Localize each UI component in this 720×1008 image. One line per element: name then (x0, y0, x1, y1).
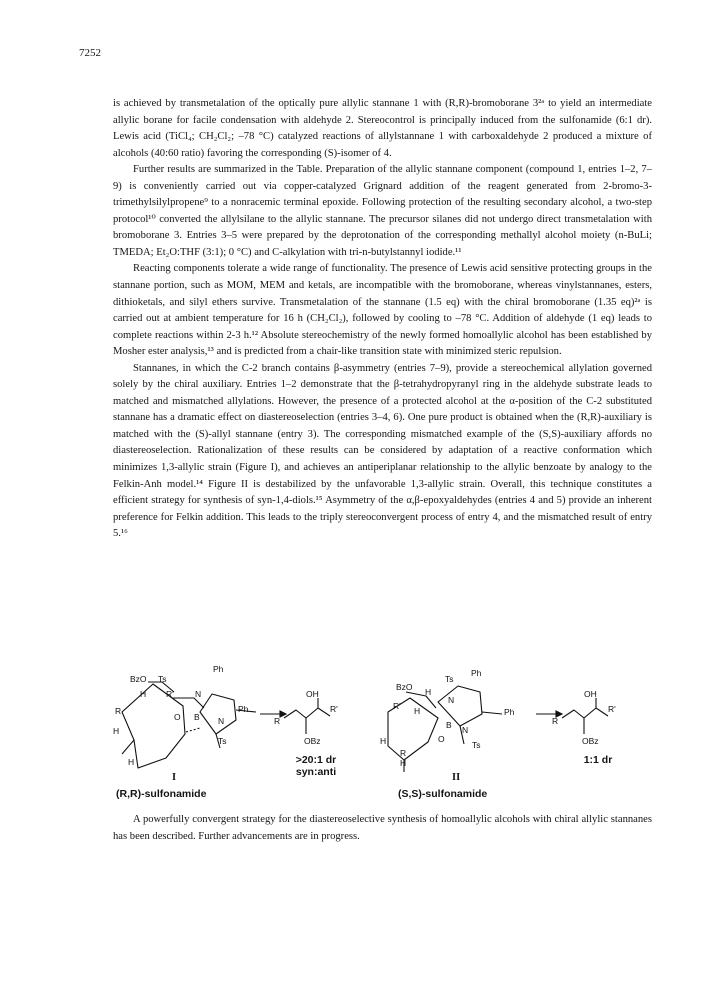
product-right-chain (562, 698, 608, 734)
label-rprime-left: R' (166, 689, 174, 699)
label-n-right-top: N (448, 695, 455, 705)
label-ts-right-bottom: Ts (472, 740, 481, 750)
caption-ss-sulfonamide: (S,S)-sulfonamide (398, 788, 488, 800)
ts-right-boron-ring (438, 686, 482, 726)
page-number: 7252 (79, 47, 101, 59)
caption-rr-sulfonamide: (R,R)-sulfonamide (116, 788, 207, 800)
label-o-right: O (438, 734, 445, 744)
label-oh-right: OH (584, 689, 597, 699)
label-h-right-lower: H (380, 736, 387, 746)
ts-left-bo-dash (186, 728, 200, 732)
label-rprime-right: R' (393, 701, 401, 711)
paragraph-2: Further results are summarized in the Table. Preparation of the allylic stannane component (compound 1, entries 1–2, 7–9) is conveniently carried out via copper-catalyzed Grignard addition of the reagent generated from 2-bromo-3-trimethylsilylpropene⁹ to a nonracemic terminal epoxide. Following protection of the resulting secondary alcohol, a two-step protocol¹⁰ converted the allylsilane to the allylic stannane. The precursor silanes did not undergo direct transmetalation with bromoborane 3. Entries 3–5 were prepared by the deprotonation of the corresponding methallyl alcohol moiety (n-BuLi; TMEDA; Et₂O:THF (3:1); 0 °C) and C-alkylation with tri-n-butylstannyl iodide.¹¹ (113, 164, 652, 258)
paragraph-3: Reacting components tolerate a wide range of functionality. The presence of Lewis acid sensitive protecting groups in the stannane portion, such as MOM, MEM and ketals, are incompatible with the bromoborane, whereas vinylstannanes, esters, dithioketals, and silyl ethers survive. Transmetalation of the stannane (1.5 eq) with the chiral bromoborane (1.35 eq)²ᵃ is carried out at ambient temperature for 16 h (CH₂Cl₂), followed by cooling to –78 °C. Addition of aldehyde (1 eq) leads to complete reactions within 2-3 h.¹² Absolute stereochemistry of the newly formed homoallylic alcohol has been established by Mosher ester analysis,¹³ and is predicted from a chair-like transition state with minimized steric repulsion. (113, 263, 652, 358)
label-h-left: H (140, 689, 147, 699)
label-bzo-right: BzO (396, 682, 413, 692)
label-ts-left-top: Ts (158, 674, 167, 684)
conclusion (113, 812, 652, 845)
label-r-product-right: R (552, 716, 559, 726)
label-obz-right: OBz (582, 736, 599, 746)
ratio-right (568, 754, 628, 766)
label-b-left: B (194, 712, 200, 722)
label-h-left-lower: H (113, 726, 120, 736)
label-ts-right-top: Ts (445, 674, 454, 684)
ratio-right-dr: 1:1 dr (583, 754, 613, 766)
label-roman-II: II (452, 772, 461, 783)
product-left-chain (284, 698, 330, 734)
label-h-right-bottom: H (400, 758, 407, 768)
label-rprime-product-left: R' (330, 704, 338, 714)
label-n-left-top: N (195, 689, 202, 699)
label-roman-I: I (172, 772, 177, 783)
reaction-scheme (108, 662, 653, 812)
label-ph-left-top: Ph (213, 664, 224, 674)
label-bzo-left: BzO (130, 674, 147, 684)
conclusion-paragraph: A powerfully convergent strategy for the diastereoselective synthesis of homoallylic alcohols with chiral allylic stannanes has been described. Further advancements are in progress. (113, 814, 652, 842)
label-r-right: R (400, 748, 407, 758)
ratio-left-dr: >20:1 dr (295, 754, 337, 766)
body-text (113, 96, 652, 543)
label-r-left: R (115, 706, 122, 716)
paragraph-4: Stannanes, in which the C-2 branch contains β-asymmetry (entries 7–9), provide a stereochemical allylation governed solely by the chiral auxiliary. Entries 1–2 demonstrate that the β-tetrahydropyranyl ring in the aldehyde substrate leads to matched and mismatched allylations. However, the presence of a protected alcohol at the α-position of the C-2 substituted stannane has a dramatic effect on diastereoselection (entries 3–4, 6). One pure product is obtained when the (R,R)-auxiliary is matched with the (S)-allyl stannane (entry 3). The corresponding mismatched example of the (S,S)-auxiliary affords no diastereoselection. Rationalization of these results can be considered by adaptation of a reactive conformation which minimizes 1,3-allylic strain (Figure I), and achieves an antiperiplanar relationship to the allylic benzoate by analogy to the Felkin-Anh model.¹⁴ Figure II is destabilized by the unfavorable 1,3-allylic strain. Overall, this technique constitutes a efficient strategy for synthesis of syn-1,4-diols.¹⁵ Asymmetry of the α,β-epoxyaldehydes (entries 4 and 5) provide an inherent preference for Felkin addition. This leads to the triply stereoconvergent process of entry 4, and the mismatched result of entry 5.¹⁶ (113, 362, 652, 540)
ts-left-ring (122, 684, 185, 768)
label-h-right: H (414, 706, 421, 716)
label-h-left-bottom: H (128, 757, 135, 767)
label-r-product-left: R (274, 716, 281, 726)
label-obz-left: OBz (304, 736, 321, 746)
label-o-left: O (174, 712, 181, 722)
label-oh-left: OH (306, 689, 319, 699)
label-b-right: B (446, 720, 452, 730)
label-h-right-top: H (425, 687, 432, 697)
ts-right-phenyl (482, 712, 502, 714)
label-ph-left: Ph (238, 704, 249, 714)
ts-left-boron-ring (200, 694, 236, 734)
label-ph-right-top: Ph (471, 668, 482, 678)
arrow-left-head (280, 711, 286, 717)
label-rprime-product-right: R' (608, 704, 616, 714)
ratio-left-syn-anti: syn:anti (295, 766, 337, 778)
label-ph-right: Ph (504, 707, 515, 717)
ts-left-h-bond (122, 740, 134, 754)
label-n-right-bottom: N (462, 725, 469, 735)
paragraph-1: is achieved by transmetalation of the optically pure allylic stannane 1 with (R,R)-bromoborane 3²ᵃ to yield an intermediate allylic borane for facile condensation with aldehyde 2. Stereocontrol is principally induced from the sulfonamide (6:1 dr). Lewis acid (TiCl₄; CH₂Cl₂; –78 °C) catalyzed reactions of allylstannane 1 with carboxaldehyde 2 produced a mixture of alcohols (40:60 ratio) favoring the corresponding (S)-isomer of 4. (113, 98, 652, 159)
ratio-left (286, 754, 346, 778)
label-ts-left-bottom: Ts (218, 736, 227, 746)
label-n-left-bottom: N (218, 716, 225, 726)
